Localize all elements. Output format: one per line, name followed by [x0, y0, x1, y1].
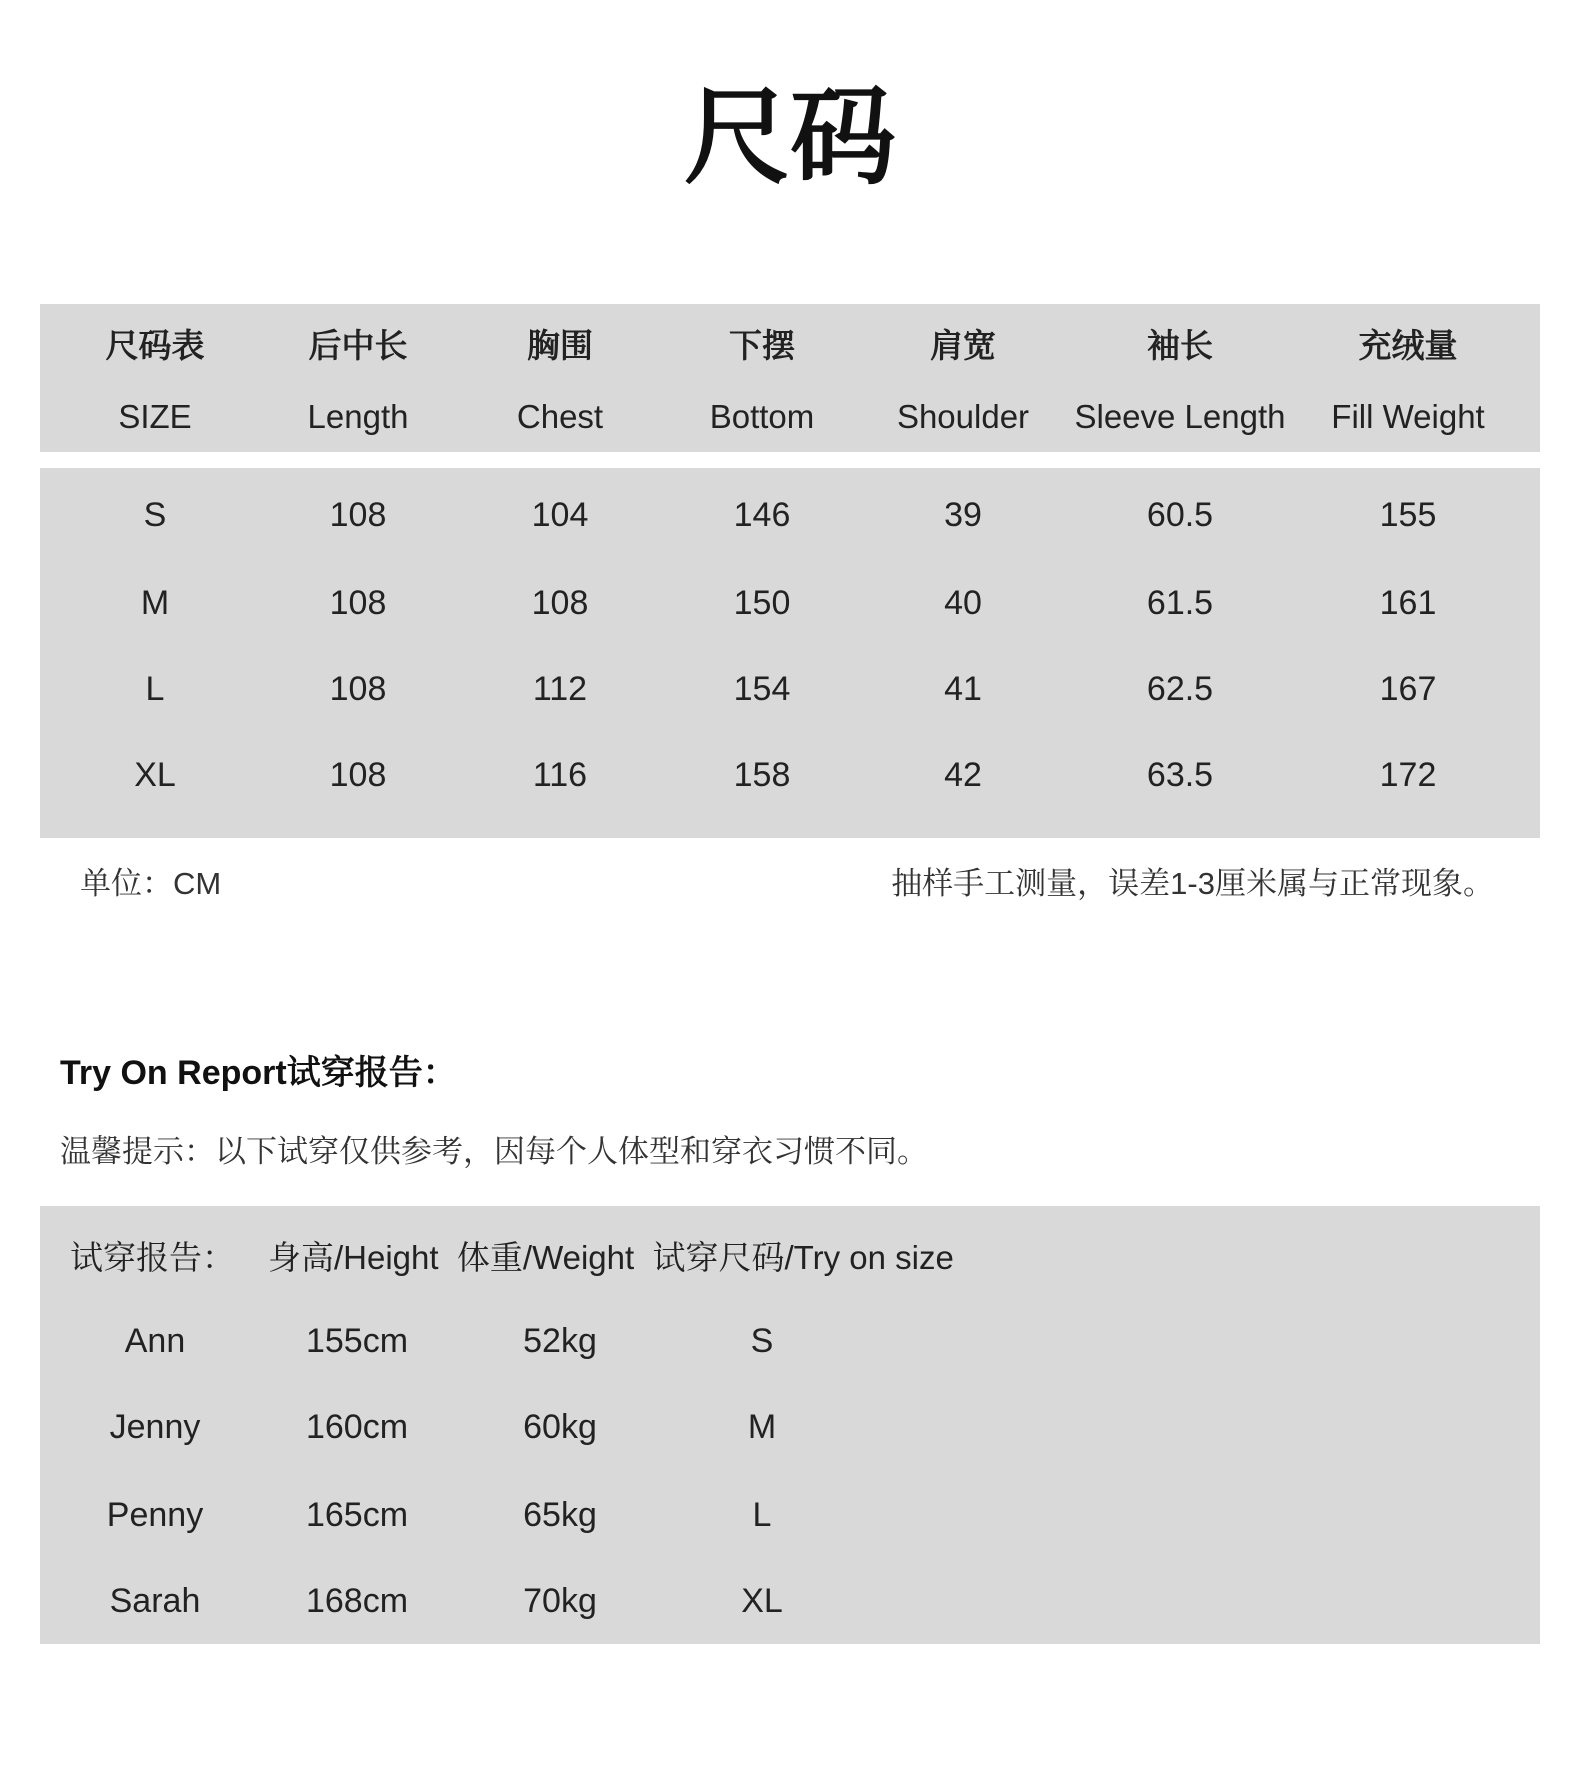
col-header-en-sleeve-length: Sleeve Length	[1074, 398, 1286, 435]
try-on-cell-height: 168cm	[305, 1582, 409, 1620]
try-on-cell-height: 155cm	[305, 1322, 409, 1360]
size-cell-sleeve-length: 60.5	[1146, 496, 1214, 534]
try-on-cell-weight: 70kg	[523, 1582, 597, 1620]
try-on-cell-height: 165cm	[305, 1496, 409, 1534]
page-title: 尺码	[684, 79, 896, 197]
col-header-cn-bottom: 下摆	[729, 327, 795, 364]
size-cell-fill-weight: 155	[1379, 496, 1437, 534]
try-on-header-fields: 身高/Height 体重/Weight 试穿尺码/Try on size	[268, 1239, 954, 1276]
size-cell-shoulder: 42	[944, 756, 982, 794]
size-cell-size: XL	[134, 756, 176, 794]
size-cell-bottom: 150	[733, 584, 791, 622]
try-on-cell-name: Ann	[124, 1322, 186, 1360]
col-header-en-chest: Chest	[516, 398, 604, 435]
size-cell-length: 108	[329, 496, 387, 534]
size-cell-shoulder: 41	[944, 670, 982, 708]
try-on-cell-weight: 52kg	[523, 1322, 597, 1360]
try-on-cell-height: 160cm	[305, 1408, 409, 1446]
col-header-cn-fill-weight: 充绒量	[1358, 327, 1458, 364]
col-header-en-length: Length	[307, 398, 409, 435]
size-cell-size: S	[143, 496, 167, 534]
size-cell-sleeve-length: 62.5	[1146, 670, 1214, 708]
try-on-cell-weight: 60kg	[523, 1408, 597, 1446]
size-cell-length: 108	[329, 670, 387, 708]
size-cell-bottom: 158	[733, 756, 791, 794]
try-on-header-label: 试穿报告：	[70, 1239, 235, 1276]
size-cell-size: M	[140, 584, 170, 622]
try-on-cell-size: M	[747, 1408, 777, 1446]
try-on-cell-size: XL	[741, 1582, 783, 1620]
size-cell-fill-weight: 172	[1379, 756, 1437, 794]
col-header-cn-length: 后中长	[308, 327, 408, 364]
try-on-cell-size: L	[752, 1496, 772, 1534]
measure-note: 抽样手工测量，误差1-3厘米属与正常现象。	[891, 866, 1494, 901]
col-header-cn-shoulder: 肩宽	[930, 327, 996, 364]
size-cell-bottom: 154	[733, 670, 791, 708]
size-cell-shoulder: 40	[944, 584, 982, 622]
size-cell-chest: 108	[531, 584, 589, 622]
col-header-cn-chest: 胸围	[527, 327, 593, 364]
try-on-report-title: Try On Report试穿报告：	[60, 1054, 457, 1092]
col-header-cn-size: 尺码表	[105, 327, 205, 364]
col-header-en-shoulder: Shoulder	[896, 398, 1030, 435]
unit-note: 单位：CM	[80, 866, 222, 901]
size-cell-fill-weight: 167	[1379, 670, 1437, 708]
size-cell-sleeve-length: 63.5	[1146, 756, 1214, 794]
try-on-cell-weight: 65kg	[523, 1496, 597, 1534]
size-cell-size: L	[145, 670, 165, 708]
try-on-cell-name: Sarah	[109, 1582, 201, 1620]
try-on-tip: 温馨提示：以下试穿仅供参考，因每个人体型和穿衣习惯不同。	[60, 1134, 928, 1169]
try-on-cell-name: Penny	[106, 1496, 204, 1534]
size-cell-fill-weight: 161	[1379, 584, 1437, 622]
try-on-cell-size: S	[750, 1322, 774, 1360]
size-cell-chest: 116	[532, 756, 588, 794]
col-header-en-fill-weight: Fill Weight	[1331, 398, 1485, 435]
size-cell-length: 108	[329, 584, 387, 622]
col-header-en-bottom: Bottom	[709, 398, 815, 435]
size-cell-chest: 112	[532, 670, 588, 708]
size-cell-shoulder: 39	[944, 496, 982, 534]
size-cell-sleeve-length: 61.5	[1146, 584, 1214, 622]
col-header-en-size: SIZE	[118, 398, 192, 435]
size-cell-length: 108	[329, 756, 387, 794]
col-header-cn-sleeve-length: 袖长	[1147, 327, 1213, 364]
size-cell-bottom: 146	[733, 496, 791, 534]
try-on-cell-name: Jenny	[109, 1408, 201, 1446]
size-cell-chest: 104	[531, 496, 589, 534]
